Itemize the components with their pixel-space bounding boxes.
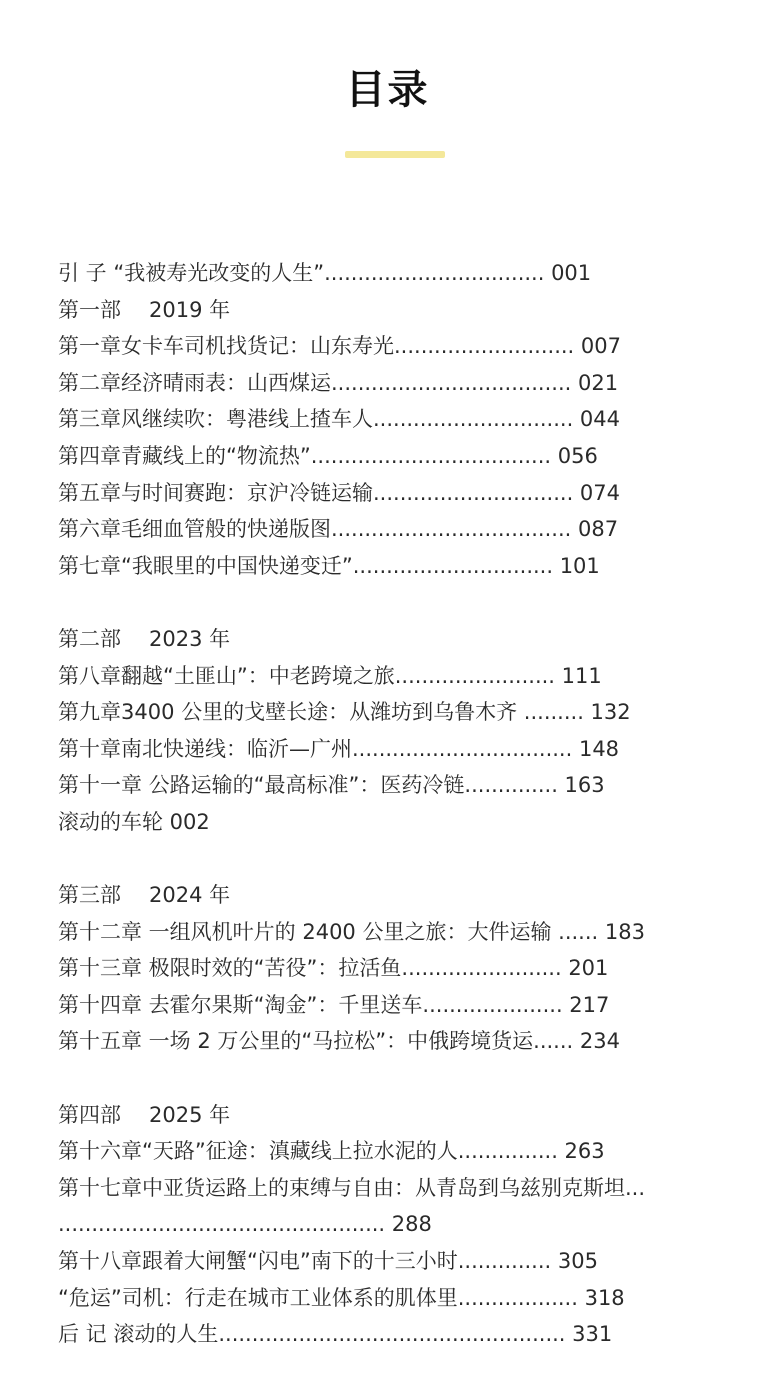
toc-entry-chapter-12[interactable]: 第十二章 一组风机叶片的 2400 公里之旅：大件运输 ...... 183 (58, 919, 645, 944)
toc-entry-prologue[interactable]: 引 子 “我被寿光改变的人生”................................. 001 (58, 261, 592, 285)
toc-entry-chapter-15[interactable]: 第十五章 一场 2 万公里的“马拉松”：中俄跨境货运...... 234 (58, 1029, 620, 1054)
part-4-year: 2025 年 (149, 1102, 231, 1127)
part-heading-3 (58, 877, 738, 914)
toc-entry-hazmat[interactable]: “危运”司机：行走在城市工业体系的肌体里.................. 318 (58, 1285, 625, 1310)
section-spacer (58, 841, 738, 878)
part-3-label: 第三部 (58, 883, 121, 908)
toc-entry-chapter-8[interactable]: 第八章翻越“土匪山”：中老跨境之旅........................ 111 (58, 663, 602, 688)
toc-entry-chapter-4[interactable]: 第四章青藏线上的“物流热”.................................... 056 (58, 443, 598, 468)
toc-entry-chapter-7[interactable]: 第七章“我眼里的中国快递变迁”.............................. 101 (58, 553, 600, 578)
part-heading-1 (58, 292, 738, 329)
part-2-year: 2023 年 (149, 626, 231, 651)
toc-entry-chapter-14[interactable]: 第十四章 去霍尔果斯“淘金”：千里送车..................... 217 (58, 992, 610, 1017)
toc-entry-chapter-17[interactable]: 第十七章中亚货运路上的束缚与自由：从青岛到乌兹别克斯坦... (58, 1175, 646, 1200)
section-spacer (58, 1060, 738, 1097)
part-2-label: 第二部 (58, 626, 121, 651)
part-3-year: 2024 年 (149, 883, 231, 908)
toc-entry-chapter-6[interactable]: 第六章毛细血管般的快递版图.................................... 087 (58, 517, 619, 542)
toc-entry-chapter-9[interactable]: 第九章3400 公里的戈壁长途：从潍坊到乌鲁木齐 ......... 132 (58, 700, 631, 725)
toc-entry-chapter-2[interactable]: 第二章经济晴雨表：山西煤运.................................... 021 (58, 370, 619, 395)
part-1-year: 2019 年 (149, 297, 231, 322)
title-underline (345, 151, 445, 158)
toc-entry-chapter-16[interactable]: 第十六章“天路”征途：滇藏线上拉水泥的人............... 263 (58, 1139, 605, 1164)
toc-entry-chapter-5[interactable]: 第五章与时间赛跑：京沪冷链运输.............................. 074 (58, 480, 621, 505)
toc-entry-chapter-1[interactable]: 第一章女卡车司机找货记：山东寿光........................... 007 (58, 334, 621, 359)
toc-entry-chapter-3[interactable]: 第三章风继续吹：粤港线上揸车人.............................. 044 (58, 407, 621, 432)
toc-entry-epilogue[interactable]: 后 记 滚动的人生.................................................... 331 (58, 1322, 613, 1347)
toc-entry-chapter-11[interactable]: 第十一章 公路运输的“最高标准”：医药冷链.............. 163 (58, 773, 605, 798)
page-title: 目录 (345, 67, 430, 113)
table-of-contents (58, 255, 738, 1353)
part-heading-4 (58, 1097, 738, 1134)
toc-entry-chapter-17-page[interactable]: ................................................. 288 (58, 1212, 432, 1237)
section-spacer (58, 584, 738, 621)
toc-entry-chapter-18[interactable]: 第十八章跟着大闸蟹“闪电”南下的十三小时.............. 305 (58, 1249, 598, 1274)
toc-entry-chapter-10[interactable]: 第十章南北快递线：临沂—广州................................. 148 (58, 736, 620, 761)
part-heading-2 (58, 621, 738, 658)
toc-entry-interlude[interactable]: 滚动的车轮 002 (58, 809, 210, 834)
toc-entry-chapter-13[interactable]: 第十三章 极限时效的“苦役”：拉活鱼........................ 201 (58, 956, 609, 981)
part-4-label: 第四部 (58, 1102, 121, 1127)
part-1-label: 第一部 (58, 297, 121, 322)
